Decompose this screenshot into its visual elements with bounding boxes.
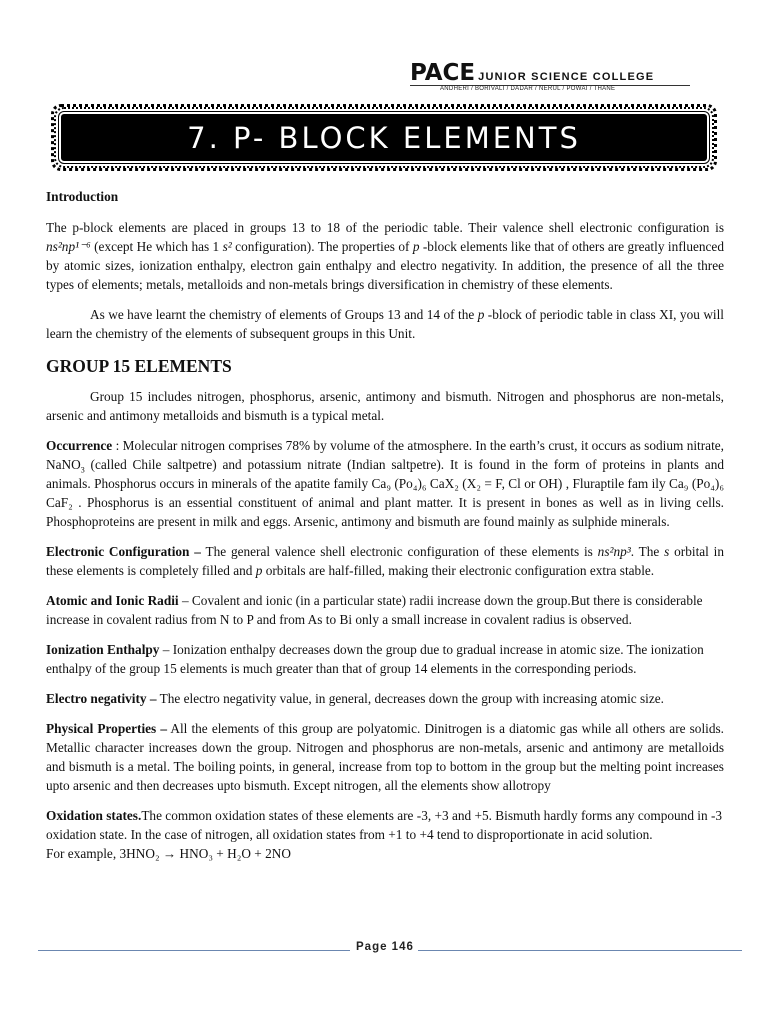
group15-intro: Group 15 includes nitrogen, phosphorus, arsenic, antimony and bismuth. Nitrogen and phosphorus are non-metals, arsenic and antimony metalloids and bismuth is a typical metal. <box>46 389 724 423</box>
college-name: JUNIOR SCIENCE COLLEGE <box>478 71 655 83</box>
p-symbol: p <box>477 307 485 322</box>
ionization-paragraph <box>46 640 724 678</box>
text-run: , Fluraptile fam ily <box>562 476 670 491</box>
text-run: (except He which has 1 <box>90 239 223 254</box>
occurrence-label: Occurrence <box>46 438 113 453</box>
text-run: – Ionization enthalpy decreases down the group due to gradual increase in atomic size. The ionization enthalpy of the group 15 elements is much greater than that of group 14 elements in the corresponding periods. <box>46 642 704 676</box>
p-symbol: p <box>412 239 420 254</box>
chapter-banner <box>56 109 712 166</box>
s2-formula: s² <box>222 239 232 254</box>
footer-rule-left <box>38 950 350 951</box>
logo-mark: PACE <box>410 60 476 86</box>
chapter-title: 7. P- BLOCK ELEMENTS <box>187 120 581 155</box>
subscript: 3 <box>80 465 85 475</box>
text-run: configuration). The properties of <box>231 239 413 254</box>
text-run: -block of periodic table in class XI, you will learn the chemistry of the elements of subsequent groups in this Unit. <box>46 307 725 341</box>
text-run: . The <box>630 544 665 559</box>
ie-label: Ionization Enthalpy <box>46 642 160 657</box>
text-run: orbital in these elements is completely filled and <box>46 544 725 578</box>
disproportionation-equation: 3HNO₂ → HNO₃ + H₂O + 2NO <box>119 846 291 861</box>
text-run: The general valence shell electronic configuration of these elements is <box>200 544 598 559</box>
text-run: All the elements of this group are polyatomic. Dinitrogen is a diatomic gas while all others are solids. Metallic character increases down the group. Nitrogen and phosphorus are non-metals, arsenic and antimony are metalloids and bismuth is a metal. The boiling points, in general, increase from top to bottom in the group but the melting point increases upto arsenic and then decreases upto bismuth. Except nitrogen, all the elements show allotropy <box>46 721 724 793</box>
text-run: – Covalent and ionic (in a particular state) radii increase down the group.But there is considerable increase in covalent radius from N to P and from As to Bi only a small increase in covalent radius is observed. <box>46 593 703 627</box>
config-formula: ns²np¹⁻⁶ <box>46 239 91 254</box>
oxidation-paragraph <box>46 806 724 863</box>
intro-heading: Introduction <box>46 189 119 204</box>
text-run: -block elements like that of others are greatly influenced by atomic sizes, ionization enthalpy, electron gain enthalpy and electro negativity. In addition, the presence of all the three types of elements; metals, metalloids and non-metals brings diversification in chemistry of these elements. <box>46 239 724 292</box>
occurrence-paragraph <box>46 436 724 531</box>
text-run: orbitals are half-filled, making their electronic configuration extra stable. <box>262 563 655 578</box>
college-logo <box>410 60 730 96</box>
fluorapatite-formula: Ca₉ (Po₄)₆ CaF₂ <box>46 476 724 510</box>
text-run: As we have learnt the chemistry of elements of Groups 13 and 14 of the <box>90 307 478 322</box>
text-run: The electro negativity value, in general, decreases down the group with increasing atomic size. <box>156 691 664 706</box>
electronic-config-paragraph <box>46 542 724 580</box>
en-label: Electro negativity – <box>46 691 157 706</box>
page-footer <box>38 941 742 961</box>
footer-rule-right <box>418 950 742 951</box>
econf-formula: ns²np³ <box>597 544 631 559</box>
text-run: The p-block elements are placed in groups 13 to 18 of the periodic table. Their valence shell electronic configuration is <box>46 220 724 235</box>
text-run: : Molecular nitrogen comprises 78% by volume of the atmosphere. In the earth’s crust, it occurs as sodium nitrate, NaNO <box>46 438 724 472</box>
text-run: (called Chile saltpetre) and potassium nitrate (Indian saltpetre). It is found in the form of proteins in plants and animals. Phosphorus occurs in minerals of the apatite family <box>46 457 724 491</box>
radii-label: Atomic and Ionic Radii <box>46 593 179 608</box>
text-run: . Phosphorus is an essential constituent of animal and plant matter. It is present in bones as well as in living cells. Phosphoproteins are present in milk and eggs. Arsenic, antimony and bismuth are found mainly as sulphide minerals. <box>46 495 724 529</box>
intro-paragraph-1 <box>46 218 724 294</box>
apatite-formula: Ca₉ (Po₄)₆ CaX₂ (X₂ = F, Cl or OH) <box>371 476 563 491</box>
text-run: The common oxidation states of these elements are -3, +3 and +5. Bismuth hardly forms any compound in -3 oxidation state. In the case of nitrogen, all oxidation states from +1 to +4 tend to disproportionate in acid solution. <box>46 808 723 842</box>
intro-paragraph-2 <box>46 305 724 343</box>
branch-list: ANDHERI / BORIVALI / DADAR / NERUL / POWAI / THANE <box>440 86 616 92</box>
physical-properties-paragraph <box>46 719 724 795</box>
phys-label: Physical Properties – <box>46 721 167 736</box>
radii-paragraph <box>46 591 724 629</box>
page-number: Page 146 <box>356 941 414 953</box>
p-symbol: p <box>255 563 263 578</box>
document-body <box>46 187 724 863</box>
econf-label: Electronic Configuration – <box>46 544 201 559</box>
group15-heading: GROUP 15 ELEMENTS <box>46 356 232 376</box>
electronegativity-paragraph <box>46 689 724 708</box>
text-run: For example, <box>46 846 120 861</box>
ox-label: Oxidation states. <box>46 808 142 823</box>
s-symbol: s <box>664 544 670 559</box>
